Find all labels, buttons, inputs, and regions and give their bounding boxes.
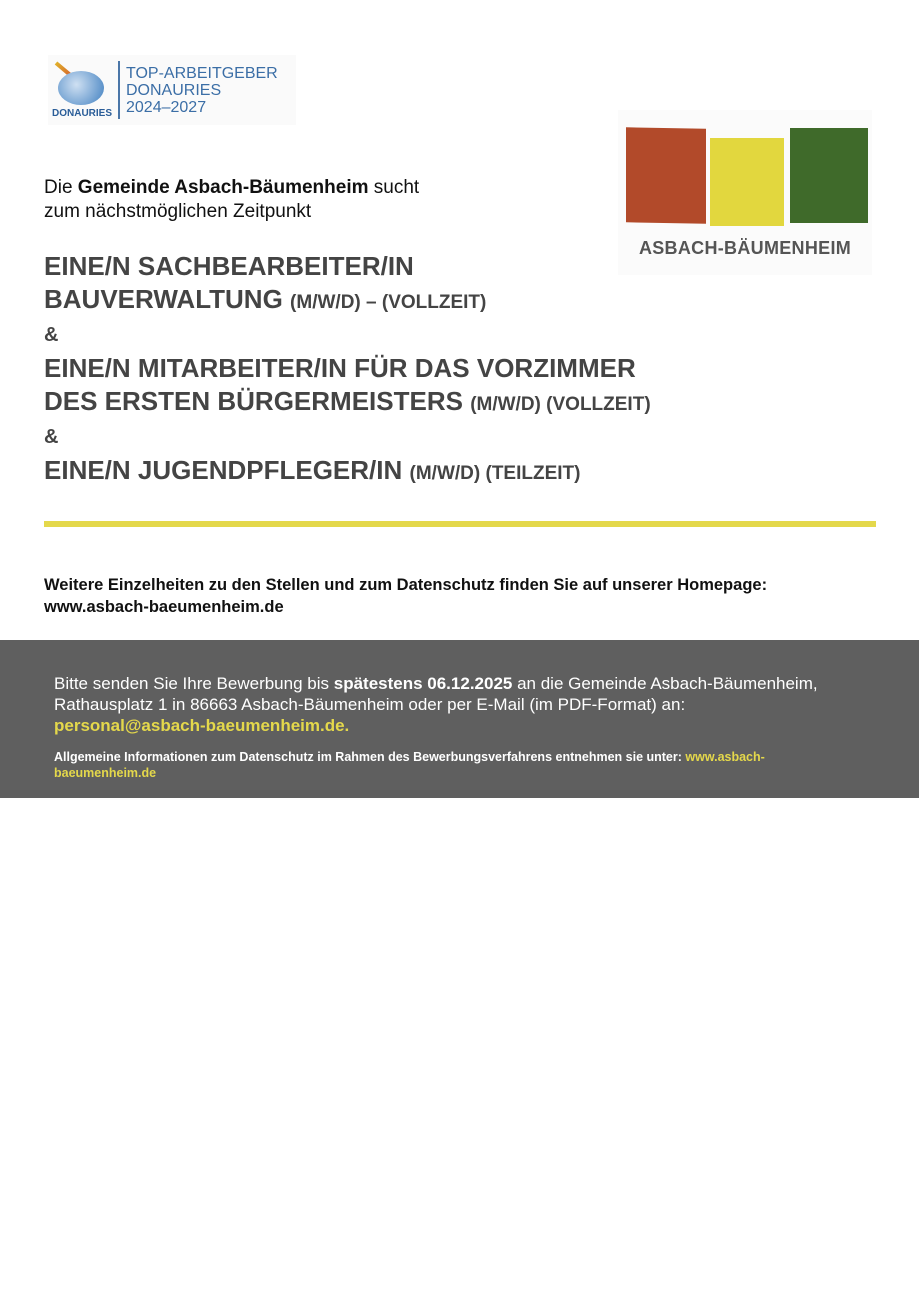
wheel-icon: [710, 138, 784, 226]
intro-text: Die Gemeinde Asbach-Bäumenheim sucht zum nächstmöglichen Zeitpunkt: [44, 177, 420, 222]
leaf-icon: [790, 128, 868, 223]
municipality-logo: ASBACH-BÄUMENHEIM: [618, 110, 872, 275]
application-panel: Bitte senden Sie Ihre Bewerbung bis spätestens 06.12.2025 an die Gemeinde Asbach-Bäumenheim, Rathausplatz 1 in 86663 Asbach-Bäumenheim oder per E-Mail (im PDF-Format) an: personal@asbach-baeumenheim.de. Allgemeine Informationen zum Datenschutz im Rahmen des Bewerbungsverfahrens entnehmen sie unter: www.asbach-baeumenheim.de: [0, 640, 919, 798]
position-title: EINE/N MITARBEITER/IN FÜR DAS VORZIMMER: [44, 353, 636, 383]
homepage-link[interactable]: www.asbach-baeumenheim.de: [44, 598, 284, 616]
privacy-link[interactable]: www.asbach-baeumenheim.de: [54, 750, 765, 780]
position-title: EINE/N SACHBEARBEITER/IN: [44, 251, 414, 281]
donauries-logo-icon: DONAURIES: [48, 57, 110, 123]
more-info: Weitere Einzelheiten zu den Stellen und zum Datenschutz finden Sie auf unserer Homepage: www.asbach-baeumenheim.de: [44, 576, 768, 616]
divider: [44, 521, 876, 527]
top-arbeitgeber-badge: [48, 55, 296, 125]
position-title: EINE/N JUGENDPFLEGER/IN (M/W/D) (TEILZEIT): [44, 455, 581, 485]
position-titles: EINE/N SACHBEARBEITER/IN BAUVERWALTUNG (M/W/D) – (VOLLZEIT) & EINE/N MITARBEITER/IN FÜR DAS VORZIMMER DES ERSTEN BÜRGERMEISTERS (M/W/D) (VOLLZEIT) & EINE/N JUGENDPFLEGER/IN (M/W/D) (TEILZEIT): [44, 250, 651, 490]
gear-icon: [626, 127, 706, 223]
badge-line: 2024–2027: [126, 98, 207, 116]
email-link[interactable]: personal@asbach-baeumenheim.de.: [54, 716, 350, 735]
badge-line: TOP-ARBEITGEBER: [126, 64, 278, 82]
badge-line: DONAURIES: [126, 81, 222, 99]
